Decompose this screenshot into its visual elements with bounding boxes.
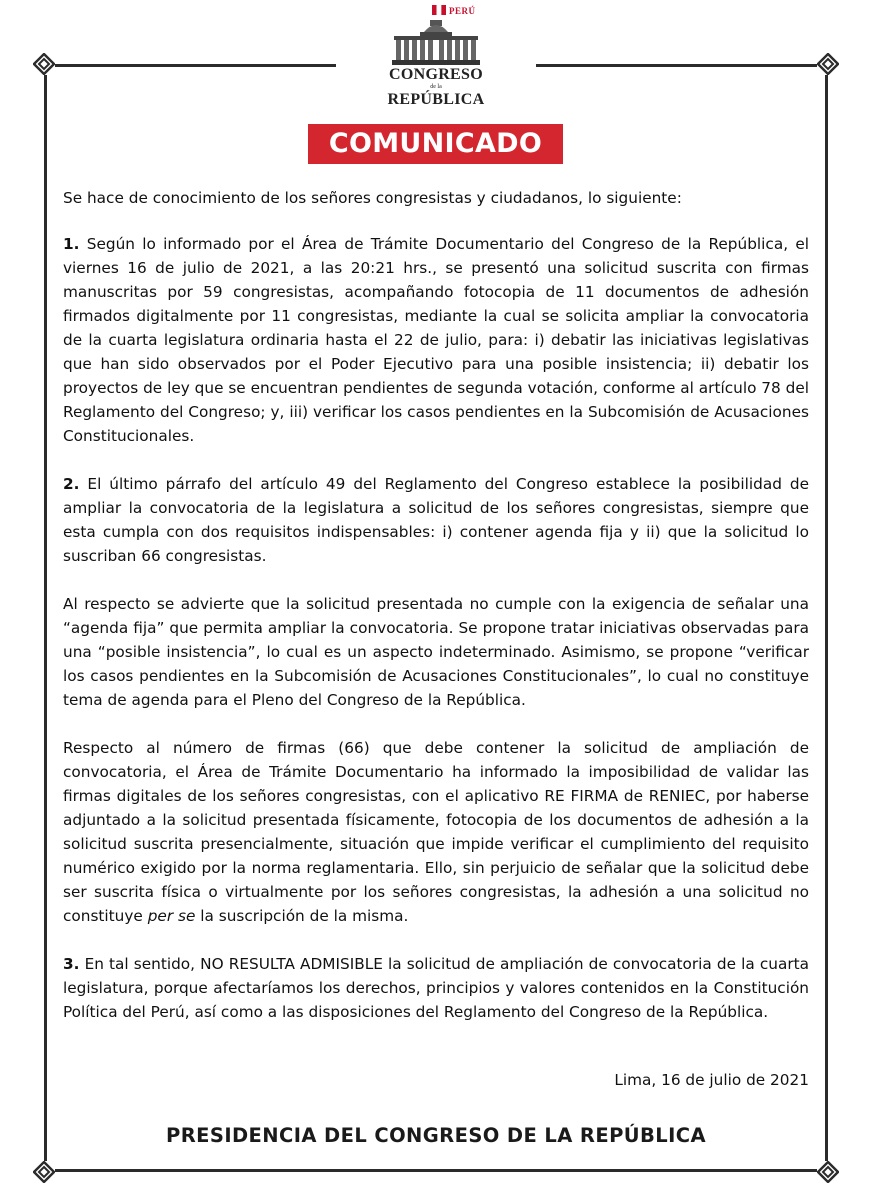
document-body <box>63 186 809 1048</box>
paragraph-5 <box>63 952 809 1024</box>
paragraph-4 <box>63 736 809 928</box>
paragraph-text-end: la suscripción de la misma. <box>200 907 409 925</box>
paragraph-number: 1. <box>63 235 80 253</box>
congress-logo <box>336 0 536 114</box>
paragraph-1 <box>63 232 809 448</box>
logo-country: PERÚ <box>449 6 476 16</box>
corner-ornament-icon <box>33 1161 55 1183</box>
logo-subtitle: de la <box>430 84 442 90</box>
paragraph-text: En tal sentido, NO RESULTA ADMISIBLE la solicitud de ampliación de convocatoria de la cuarta legislatura, porque afectaríamos los derechos, principios y valores contenidos en la Constitución Política del Perú, así como a las disposiciones del Reglamento del Congreso de la República. <box>63 955 809 1021</box>
paragraph-number: 2. <box>63 475 80 493</box>
logo-title: CONGRESO <box>389 66 483 83</box>
paragraph-number: 3. <box>63 955 80 973</box>
paragraph-2 <box>63 472 809 568</box>
paragraph-text: Según lo informado por el Área de Trámite Documentario del Congreso de la República, el viernes 16 de julio de 2021, a las 20:21 hrs., se presentó una solicitud suscrita con firmas manuscritas por 59 congresistas, acompañando fotocopia de 11 documentos de adhesión firmados digitalmente por 11 congresistas, mediante la cual se solicita ampliar la convocatoria de la cuarta legislatura ordinaria hasta el 22 de julio, para: i) debatir las iniciativas legislativas que han sido observados por el Poder Ejecutivo para una posible insistencia; ii) debatir los proyectos de ley que se encuentran pendientes de segunda votación, conforme al artículo 78 del Reglamento del Congreso; y, iii) verificar los casos pendientes en la Subcomisión de Acusaciones Constitucionales. <box>63 235 809 445</box>
paragraph-text: El último párrafo del artículo 49 del Reglamento del Congreso establece la posibilidad de ampliar la convocatoria de la legislatura a solicitud de los señores congresistas, siempre que esta cumpla con dos requisitos indispensables: i) contener agenda fija y ii) que la solicitud lo suscriban 66 congresistas. <box>63 475 809 565</box>
intro-paragraph: Se hace de conocimiento de los señores congresistas y ciudadanos, lo siguiente: <box>63 189 682 207</box>
date-line: Lima, 16 de julio de 2021 <box>614 1071 809 1089</box>
corner-ornament-icon <box>33 53 55 75</box>
italic-text: per se <box>147 907 196 925</box>
logo-title-2: REPÚBLICA <box>387 91 485 108</box>
corner-ornament-icon <box>817 53 839 75</box>
congress-building-icon <box>390 18 482 66</box>
paragraph-text: Respecto al número de firmas (66) que debe contener la solicitud de ampliación de convocatoria, el Área de Trámite Documentario ha informado la imposibilidad de validar las firmas digitales de los señores congresistas, con el aplicativo RE FIRMA de RENIEC, por haberse adjuntado a la solicitud presentada físicamente, fotocopia de los documentos de adhesión a la solicitud suscrita presencialmente, situación que impide verificar el cumplimiento del requisito numérico exigido por la norma reglamentaria. Ello, sin perjuicio de señalar que la solicitud debe ser suscrita física o virtualmente por los señores congresistas, la adhesión a una solicitud no constituye <box>63 739 809 925</box>
flag-icon <box>432 5 446 15</box>
signature-footer: PRESIDENCIA DEL CONGRESO DE LA REPÚBLICA <box>166 1124 706 1147</box>
comunicado-banner: COMUNICADO <box>308 124 563 164</box>
corner-ornament-icon <box>817 1161 839 1183</box>
paragraph-3: Al respecto se advierte que la solicitud presentada no cumple con la exigencia de señalar una “agenda fija” que permita ampliar la convocatoria. Se propone tratar iniciativas observadas para una “posible insistencia”, lo cual es un aspecto indeterminado. Asimismo, se propone “verificar los casos pendientes en la Subcomisión de Acusaciones Constitucionales”, lo cual no constituye tema de agenda para el Pleno del Congreso de la República. <box>63 595 809 709</box>
